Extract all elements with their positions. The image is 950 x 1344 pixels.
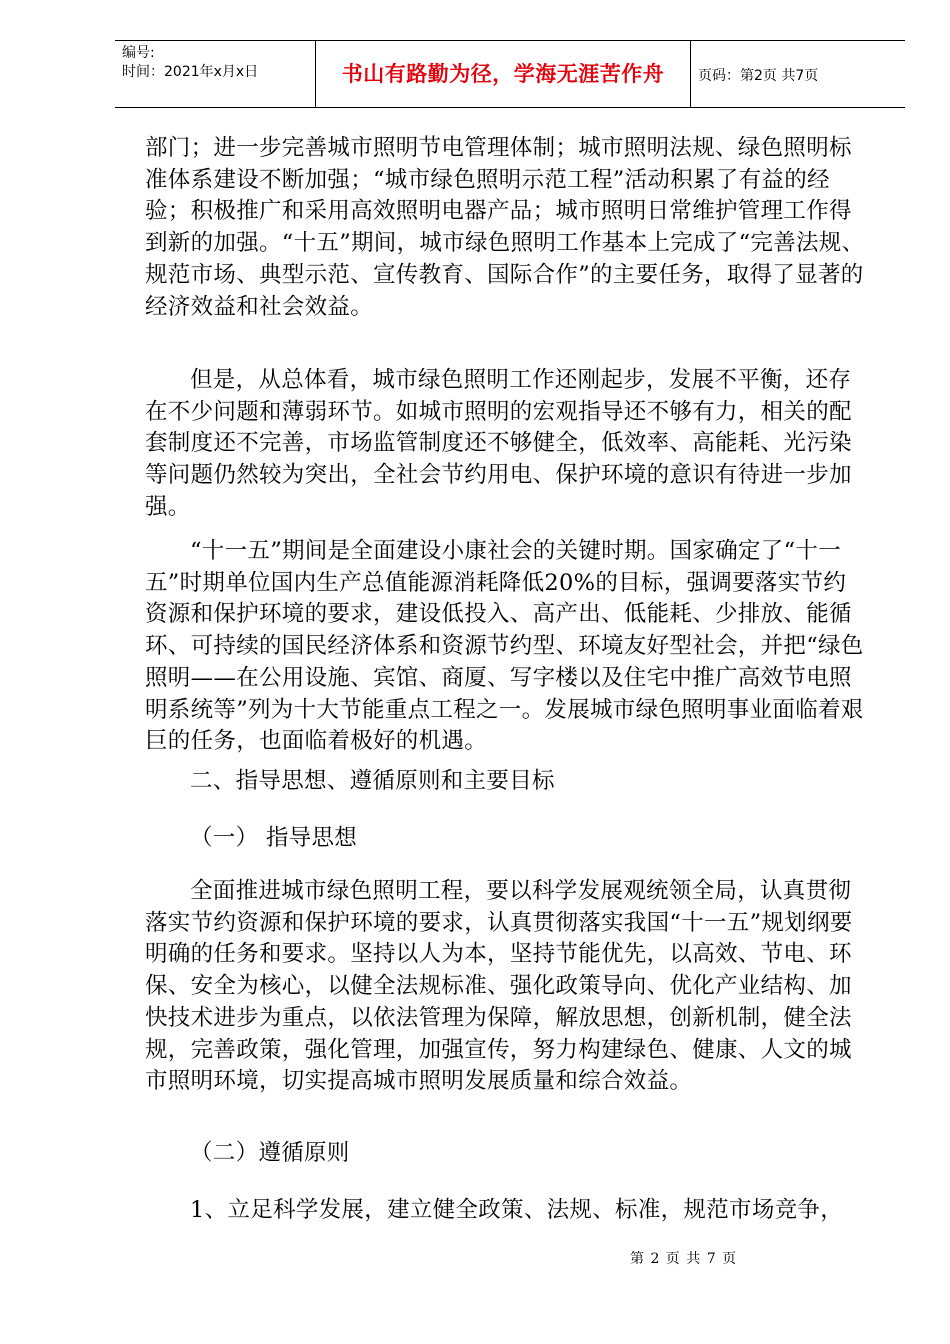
section-heading-2: 二、指导思想、遵循原则和主要目标: [190, 768, 555, 794]
header-motto: 书山有路勤为径，学海无涯苦作舟: [341, 62, 665, 86]
header-meta: [122, 44, 258, 82]
body-paragraph: [145, 365, 865, 524]
footer-page-number: 第 2 页 共 7 页: [630, 1251, 738, 1267]
subsection-principles: （二）遵循原则: [190, 1140, 350, 1166]
header-divider-right: [690, 40, 691, 107]
paragraph-3: “十一五”期间是全面建设小康社会的关键时期。国家确定了“十一五”时期单位国内生产总值能源消耗降低20%的目标，强调要落实节约资源和保护环境的要求，建设低投入、高产出、低能耗、少排放、能循环、可持续的国民经济体系和资源节约型、环境友好型社会，并把“绿色照明——在公用设施、宾馆、商厦、写字楼以及住宅中推广高效节电照明系统等”列为十大节能重点工程之一。发展城市绿色照明事业面临着艰巨的任务，也面临着极好的机遇。: [145, 538, 864, 755]
subsection-heading: [145, 1138, 865, 1170]
section-heading: [145, 766, 865, 798]
serial-label: 编号:: [122, 45, 155, 61]
paragraph-2: 但是，从总体看，城市绿色照明工作还刚起步，发展不平衡，还存在不少问题和薄弱环节。如城市照明的宏观指导还不够有力，相关的配套制度还不完善，市场监管制度还不够健全，低效率、高能耗、光污染等问题仍然较为突出，全社会节约用电、保护环境的意识有待进一步加强。: [145, 367, 852, 520]
header-top-rule: [115, 40, 905, 41]
body-paragraph: [145, 1195, 865, 1227]
subsection-heading: [145, 823, 865, 855]
body-paragraph: [145, 876, 865, 1098]
header-page-label: 页码：第2页 共7页: [698, 68, 819, 84]
body-paragraph: [145, 536, 865, 758]
paragraph-1: 部门；进一步完善城市照明节电管理体制；城市照明法规、绿色照明标准体系建设不断加强；“城市绿色照明示范工程”活动积累了有益的经验；积极推广和采用高效照明电器产品；城市照明日常维护管理工作得到新的加强。“十五”期间，城市绿色照明工作基本上完成了“完善法规、规范市场、典型示范、宣传教育、国际合作”的主要任务，取得了显著的经济效益和社会效益。: [145, 135, 865, 320]
header-divider-left: [315, 40, 316, 107]
body-paragraph: [145, 133, 865, 323]
paragraph-guiding-thought: 全面推进城市绿色照明工程，要以科学发展观统领全局，认真贯彻落实节约资源和保护环境的要求，认真贯彻落实我国“十一五”规划纲要明确的任务和要求。坚持以人为本，坚持节能优先，以高效、节电、环保、安全为核心，以健全法规标准、强化政策导向、优化产业结构、加快技术进步为重点，以依法管理为保障，解放思想，创新机制，健全法规，完善政策，强化管理，加强宣传，努力构建绿色、健康、人文的城市照明环境，切实提高城市照明发展质量和综合效益。: [145, 878, 853, 1095]
paragraph-principle-1: 1、立足科学发展，建立健全政策、法规、标准，规范市场竞争，: [190, 1197, 844, 1223]
time-label: 时间：2021年x月x日: [122, 64, 259, 80]
header-bottom-rule: [115, 107, 905, 108]
subsection-guiding-thought: （一） 指导思想: [190, 825, 358, 851]
